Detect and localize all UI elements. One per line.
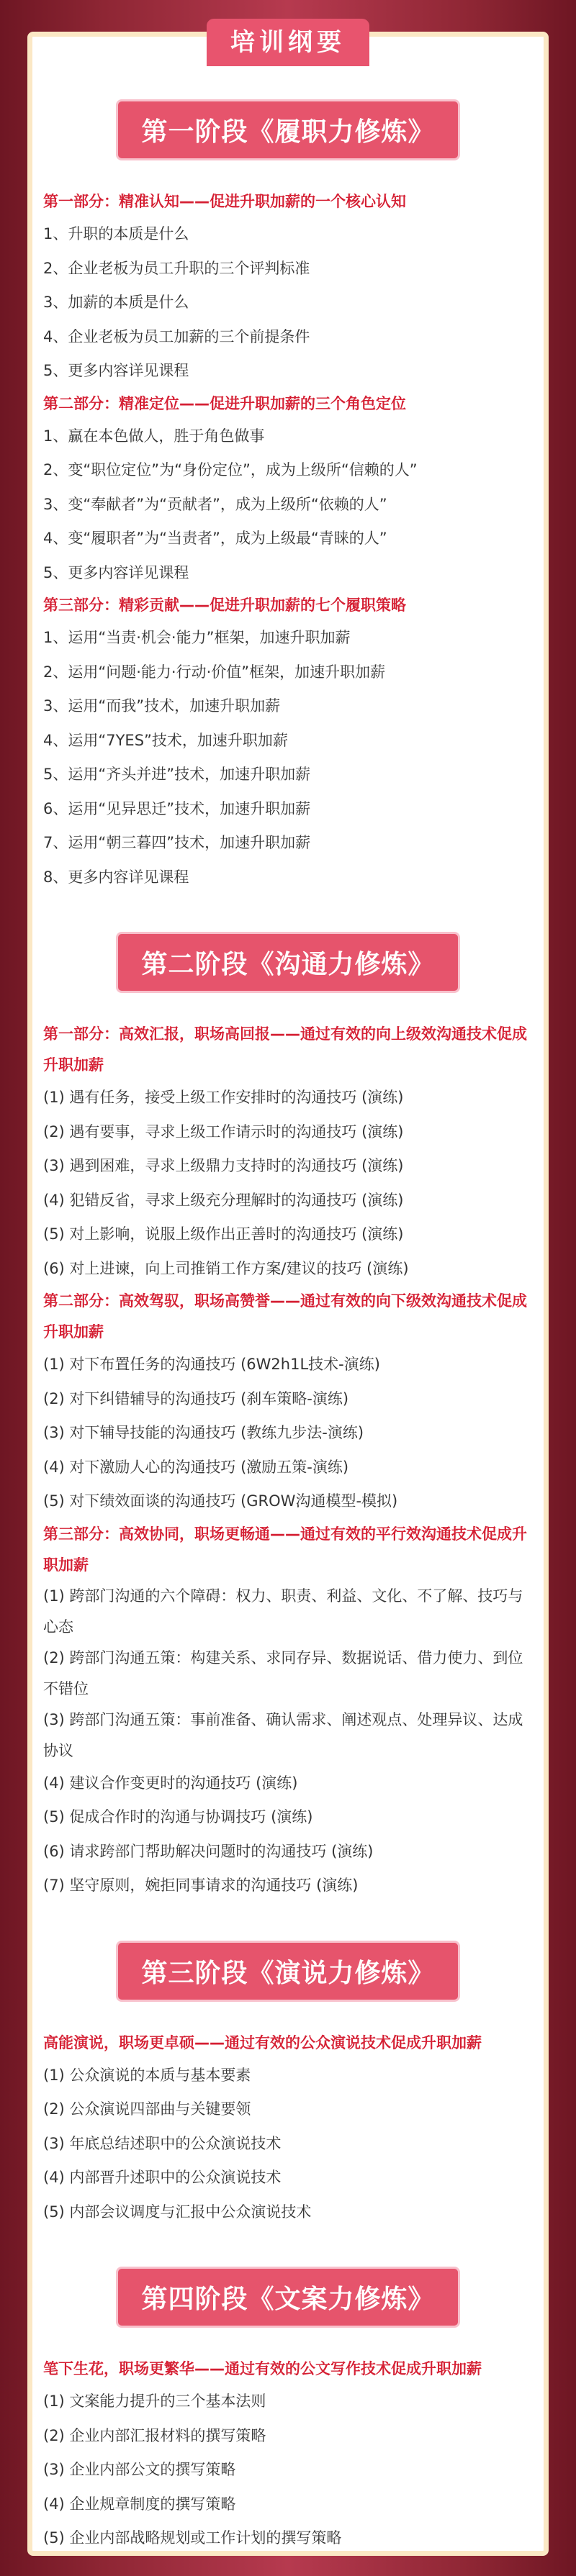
list-item: 3、变“奉献者”为“贡献者”，成为上级所“依赖的人” <box>43 495 387 513</box>
list-item: 5、运用“齐头并进”技术，加速升职加薪 <box>43 766 311 783</box>
item-list <box>43 1081 533 1286</box>
list-item: 7、运用“朝三暮四”技术，加速升职加薪 <box>43 834 311 851</box>
list-item: 2、企业老板为员工升职的三个评判标准 <box>43 259 310 277</box>
list-item: (4) 建议合作变更时的沟通技巧 (演练) <box>43 1774 298 1792</box>
stage-banner: 第三阶段《演说力修炼》 <box>116 1941 459 2002</box>
item-list <box>43 621 533 894</box>
stage-banner: 第四阶段《文案力修炼》 <box>116 2267 459 2328</box>
list-item: (5) 对上影响，说服上级作出正善时的沟通技巧 (演练) <box>43 1225 404 1243</box>
training-outline <box>43 58 533 2556</box>
list-item: (4) 企业规章制度的撰写策略 <box>43 2495 236 2513</box>
list-item: (2) 企业内部汇报材料的撰写策略 <box>43 2426 266 2444</box>
part-title: 第三部分：精彩贡献——促进升职加薪的七个履职策略 <box>43 597 406 614</box>
list-item: (3) 遇到困难，寻求上级鼎力支持时的沟通技巧 (演练) <box>43 1157 404 1174</box>
list-item: (2) 遇有要事，寻求上级工作请示时的沟通技巧 (演练) <box>43 1123 404 1140</box>
stage-banner-wrap <box>43 99 533 160</box>
list-item: (3) 跨部门沟通五策：事前准备、确认需求、阐述观点、处理异议、达成协议 <box>43 1710 523 1759</box>
stage-banner-wrap <box>43 932 533 993</box>
stage-section <box>43 2267 533 2556</box>
item-list <box>43 419 533 591</box>
list-item: 1、升职的本质是什么 <box>43 225 189 242</box>
item-list <box>43 2059 533 2230</box>
list-item: (2) 对下纠错辅导的沟通技巧 (刹车策略-演练) <box>43 1389 349 1407</box>
list-item: (2) 公众演说四部曲与关键要领 <box>43 2100 251 2118</box>
item-list <box>43 1348 533 1519</box>
stage-banner-wrap <box>43 2267 533 2328</box>
stage-banner-wrap <box>43 1941 533 2002</box>
part-title: 第一部分：高效汇报，职场高回报——通过有效的向上级效沟通技术促成升职加薪 <box>43 1025 527 1074</box>
list-item: (5) 内部会议调度与汇报中公众演说技术 <box>43 2203 312 2221</box>
list-item: (5) 对下绩效面谈的沟通技巧 (GROW沟通模型-模拟) <box>43 1492 398 1510</box>
part-title: 第一部分：精准认知——促进升职加薪的一个核心认知 <box>43 193 406 210</box>
list-item: (6) 对上进谏，向上司推销工作方案/建议的技巧 (演练) <box>43 1259 409 1277</box>
item-list <box>43 1581 533 1903</box>
page-title: 培训纲要 <box>207 19 369 66</box>
stage-banner: 第二阶段《沟通力修炼》 <box>116 932 459 993</box>
list-item: 6、运用“见异思迁”技术，加速升职加薪 <box>43 799 311 817</box>
list-item: 4、企业老板为员工加薪的三个前提条件 <box>43 327 310 345</box>
stage-banner: 第一阶段《履职力修炼》 <box>116 99 459 160</box>
list-item: (3) 对下辅导技能的沟通技巧 (教练九步法-演练) <box>43 1424 364 1441</box>
list-item: (7) 坚守原则，婉拒同事请求的沟通技巧 (演练) <box>43 1877 359 1894</box>
list-item: 2、变“职位定位”为“身份定位”，成为上级所“信赖的人” <box>43 461 418 479</box>
list-item: (6) 请求跨部门帮助解决问题时的沟通技巧 (演练) <box>43 1842 374 1860</box>
list-item: (5) 促成合作时的沟通与协调技巧 (演练) <box>43 1808 313 1826</box>
list-item: 2、运用“问题·能力·行动·价值”框架，加速升职加薪 <box>43 663 386 681</box>
list-item: 3、加薪的本质是什么 <box>43 294 189 311</box>
list-item: (1) 遇有任务，接受上级工作安排时的沟通技巧 (演练) <box>43 1089 404 1106</box>
list-item: 4、变“履职者”为“当责者”，成为上级最“青睐的人” <box>43 530 387 547</box>
item-list <box>43 2385 533 2556</box>
list-item: (2) 跨部门沟通五策：构建关系、求同存异、数据说话、借力使力、到位不错位 <box>43 1648 523 1697</box>
part-title: 第三部分：高效协同，职场更畅通——通过有效的平行效沟通技术促成升职加薪 <box>43 1525 527 1574</box>
list-item: (5) 企业内部战略规划或工作计划的撰写策略 <box>43 2529 342 2546</box>
list-item: (4) 犯错反省，寻求上级充分理解时的沟通技巧 (演练) <box>43 1191 404 1209</box>
list-item: 5、更多内容详见课程 <box>43 563 189 581</box>
list-item: (1) 对下布置任务的沟通技巧 (6W2h1L技术-演练) <box>43 1356 380 1373</box>
list-item: 3、运用“而我”技术，加速升职加薪 <box>43 697 281 715</box>
item-list <box>43 217 533 389</box>
part-title: 笔下生花，职场更繁华——通过有效的公文写作技术促成升职加薪 <box>43 2360 482 2377</box>
list-item: (1) 公众演说的本质与基本要素 <box>43 2066 251 2084</box>
list-item: 4、运用“7YES”技术，加速升职加薪 <box>43 731 288 749</box>
list-item: 1、赢在本色做人，胜于角色做事 <box>43 427 265 445</box>
list-item: (1) 文案能力提升的三个基本法则 <box>43 2393 266 2410</box>
stage-section <box>43 1941 533 2230</box>
part-title: 第二部分：精准定位——促进升职加薪的三个角色定位 <box>43 394 406 412</box>
list-item: 1、运用“当责·机会·能力”框架，加速升职加薪 <box>43 629 351 646</box>
part-title: 高能演说，职场更卓硕——通过有效的公众演说技术促成升职加薪 <box>43 2033 482 2051</box>
list-item: (4) 内部晋升述职中的公众演说技术 <box>43 2169 282 2186</box>
stage-section <box>43 932 533 1903</box>
list-item: 5、更多内容详见课程 <box>43 362 189 379</box>
part-title: 第二部分：高效驾驭，职场高赞誉——通过有效的向下级效沟通技术促成升职加薪 <box>43 1292 527 1341</box>
list-item: (4) 对下激励人心的沟通技巧 (激励五策-演练) <box>43 1458 349 1476</box>
stage-section <box>43 99 533 894</box>
list-item: (3) 企业内部公文的撰写策略 <box>43 2461 236 2478</box>
list-item: 8、更多内容详见课程 <box>43 868 189 886</box>
list-item: (3) 年底总结述职中的公众演说技术 <box>43 2134 282 2152</box>
list-item: (1) 跨部门沟通的六个障碍：权力、职责、利益、文化、不了解、技巧与心态 <box>43 1587 523 1636</box>
